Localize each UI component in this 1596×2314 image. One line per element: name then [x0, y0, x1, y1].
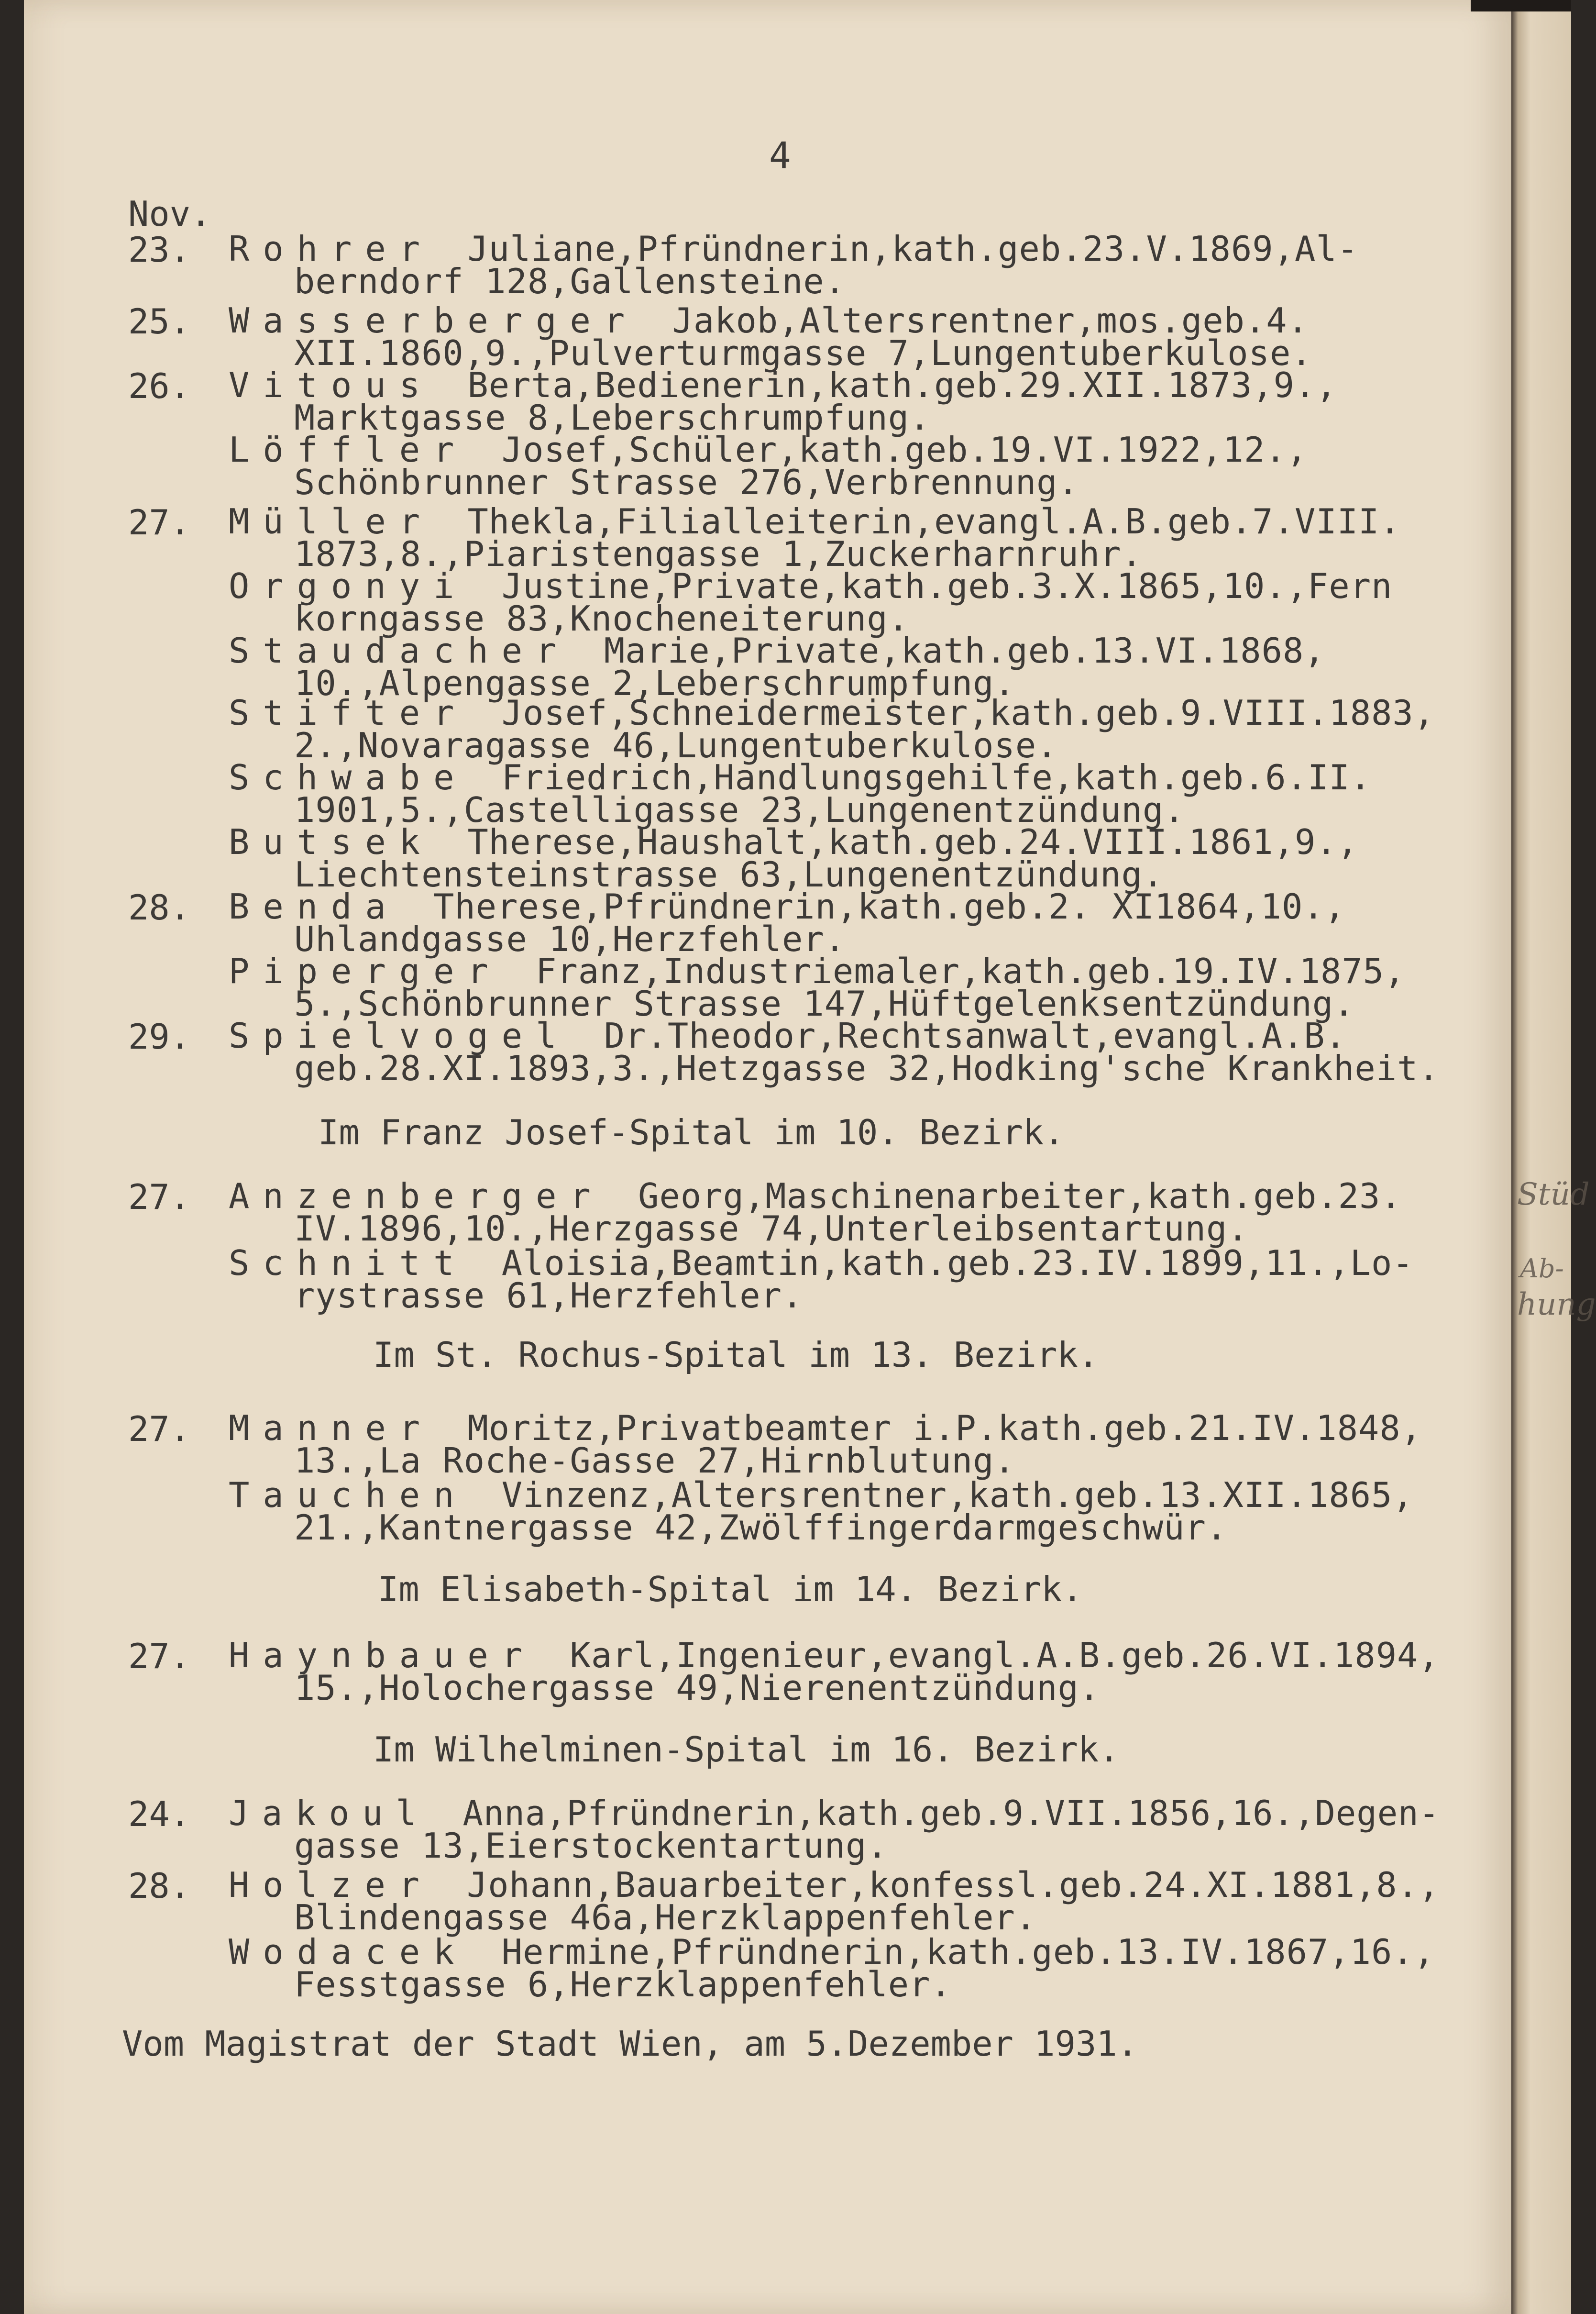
- entry-surname: Schwabe: [229, 757, 502, 797]
- entry-day: 27.: [128, 1636, 191, 1676]
- entry-continuation-line: 1873,8.,Piaristengasse 1,Zuckerharnruhr.: [294, 534, 1143, 574]
- entry-day: 24.: [128, 1794, 191, 1834]
- entry-details: Juliane,Pfründnerin,kath.geb.23.V.1869,Al-: [467, 229, 1359, 269]
- month-label: Nov.: [128, 194, 211, 234]
- entry-day: 29.: [128, 1017, 191, 1057]
- entry-details: Vinzenz,Altersrentner,kath.geb.13.XII.1865,: [501, 1475, 1414, 1515]
- entry-continuation-line: Marktgasse 8,Leberschrumpfung.: [294, 398, 931, 438]
- entry-details: Justine,Private,kath.geb.3.X.1865,10.,Fern: [501, 566, 1393, 606]
- entry-day: 23.: [128, 230, 191, 270]
- entry-continuation-line: Schönbrunner Strasse 276,Verbrennung.: [294, 462, 1079, 502]
- entry-details: Berta,Bedienerin,kath.geb.29.XII.1873,9.,: [467, 365, 1337, 405]
- entry-continuation-line: korngasse 83,Knocheneiterung.: [294, 598, 910, 639]
- entry-surname: Benda: [229, 886, 434, 927]
- entry-surname: Löffler: [229, 430, 502, 470]
- entry-surname: Holzer: [229, 1865, 467, 1905]
- entry-details: Josef,Schüler,kath.geb.19.VI.1922,12.,: [501, 430, 1308, 470]
- entry-continuation-line: 13.,La Roche-Gasse 27,Hirnblutung.: [294, 1440, 1015, 1481]
- section-heading-elisabeth: Im Elisabeth-Spital im 14. Bezirk.: [378, 1569, 1083, 1609]
- entry-surname: Müller: [229, 501, 468, 542]
- entry-day: 27.: [128, 1409, 191, 1449]
- entry-surname: Haynbauer: [229, 1635, 570, 1675]
- entry-continuation-line: geb.28.XI.1893,3.,Hetzgasse 32,Hodking'sche Krankheit.: [294, 1048, 1440, 1088]
- entry-continuation-line: 21.,Kantnergasse 42,Zwölffingerdarmgeschwür.: [294, 1507, 1228, 1548]
- entry-continuation-line: Uhlandgasse 10,Herzfehler.: [294, 919, 846, 959]
- page-number: 4: [769, 134, 791, 177]
- entry-surname: Tauchen: [229, 1475, 502, 1515]
- entry-surname: Butsek: [229, 822, 468, 862]
- entry-details: Friedrich,Handlungsgehilfe,kath.geb.6.II.: [501, 757, 1372, 797]
- entry-details: Moritz,Privatbeamter i.P.kath.geb.21.IV.1848,: [467, 1408, 1422, 1448]
- entry-day: 25.: [128, 301, 191, 342]
- entry-continuation-line: rystrasse 61,Herzfehler.: [294, 1275, 804, 1316]
- entry-surname: Stifter: [229, 693, 502, 733]
- entry-continuation-line: IV.1896,10.,Herzgasse 74,Unterleibsentartung.: [294, 1208, 1249, 1249]
- entry-details: Jakob,Altersrentner,mos.geb.4.: [672, 300, 1309, 341]
- entry-surname: Rohrer: [229, 229, 468, 269]
- entry-continuation-line: 2.,Novaragasse 46,Lungentuberkulose.: [294, 725, 1058, 765]
- entry-details: Aloisia,Beamtin,kath.geb.23.IV.1899,11.,Lo-: [501, 1243, 1414, 1283]
- entry-surname: Wodacek: [229, 1932, 502, 1972]
- entry-surname: Jakoul: [229, 1793, 463, 1833]
- entry-surname: Manner: [229, 1408, 468, 1448]
- entry-day: 27.: [128, 1177, 191, 1217]
- entry-surname: Piperger: [229, 951, 536, 991]
- entry-details: Georg,Maschinenarbeiter,kath.geb.23.: [638, 1176, 1402, 1216]
- entry-details: Marie,Private,kath.geb.13.VI.1868,: [604, 631, 1325, 671]
- entry-day: 28.: [128, 887, 191, 928]
- entry-continuation-line: XII.1860,9.,Pulverturmgasse 7,Lungentuberkulose.: [294, 333, 1312, 373]
- entry-continuation-line: berndorf 128,Gallensteine.: [294, 261, 846, 301]
- margin-note-3: hung: [1517, 1287, 1596, 1322]
- entry-details: Karl,Ingenieur,evangl.A.B.geb.26.VI.1894,: [570, 1635, 1440, 1675]
- section-heading-rochus: Im St. Rochus-Spital im 13. Bezirk.: [373, 1335, 1099, 1375]
- entry-surname: Vitous: [229, 365, 468, 405]
- entry-continuation-line: 10.,Alpengasse 2,Leberschrumpfung.: [294, 663, 1015, 703]
- entry-details: Hermine,Pfründnerin,kath.geb.13.IV.1867,16.,: [501, 1932, 1435, 1972]
- entry-details: Thekla,Filialleiterin,evangl.A.B.geb.7.VIII.: [467, 501, 1401, 542]
- entry-surname: Spielvogel: [229, 1016, 604, 1056]
- entry-continuation-line: 5.,Schönbrunner Strasse 147,Hüftgelenksentzündung.: [294, 984, 1355, 1024]
- entry-surname: Anzenberger: [229, 1176, 638, 1216]
- entry-day: 28.: [128, 1866, 191, 1906]
- entry-day: 26.: [128, 366, 191, 406]
- entry-details: Johann,Bauarbeiter,konfessl.geb.24.XI.1881,8.,: [466, 1865, 1440, 1905]
- entry-continuation-line: Liechtensteinstrasse 63,Lungenentzündung.: [294, 854, 1164, 895]
- entry-continuation-line: Fesstgasse 6,Herzklappenfehler.: [294, 1964, 952, 2004]
- entry-details: Dr.Theodor,Rechtsanwalt,evangl.A.B.: [604, 1016, 1346, 1056]
- entry-details: Franz,Industriemaler,kath.geb.19.IV.1875,: [536, 951, 1406, 991]
- margin-note-2: Ab-: [1520, 1253, 1564, 1284]
- entry-surname: Staudacher: [229, 631, 604, 671]
- entry-details: Therese,Haushalt,kath.geb.24.VIII.1861,9.,: [467, 822, 1359, 862]
- section-heading-wilhelminen: Im Wilhelminen-Spital im 16. Bezirk.: [373, 1729, 1120, 1770]
- entry-details: Therese,Pfründnerin,kath.geb.2. XI1864,10.,: [433, 886, 1346, 927]
- entry-continuation-line: gasse 13,Eierstockentartung.: [294, 1826, 888, 1866]
- margin-note-1: Stüd: [1517, 1177, 1590, 1212]
- section-heading-franz-josef: Im Franz Josef-Spital im 10. Bezirk.: [318, 1112, 1065, 1152]
- entry-surname: Schnitt: [229, 1243, 502, 1283]
- entry-day: 27.: [128, 502, 191, 543]
- entry-surname: Wasserberger: [229, 300, 672, 341]
- entry-continuation-line: 1901,5.,Castelligasse 23,Lungenentzündung.: [294, 790, 1185, 830]
- entry-surname: Orgonyi: [229, 566, 502, 606]
- entry-continuation-line: 15.,Holochergasse 49,Nierenentzündung.: [294, 1668, 1101, 1708]
- entry-details: Josef,Schneidermeister,kath.geb.9.VIII.1883,: [501, 693, 1435, 733]
- entry-continuation-line: Blindengasse 46a,Herzklappenfehler.: [294, 1897, 1037, 1938]
- closing-statement: Vom Magistrat der Stadt Wien, am 5.Dezember 1931.: [122, 2024, 1138, 2064]
- entry-details: Anna,Pfründnerin,kath.geb.9.VII.1856,16.,Degen-: [462, 1793, 1440, 1833]
